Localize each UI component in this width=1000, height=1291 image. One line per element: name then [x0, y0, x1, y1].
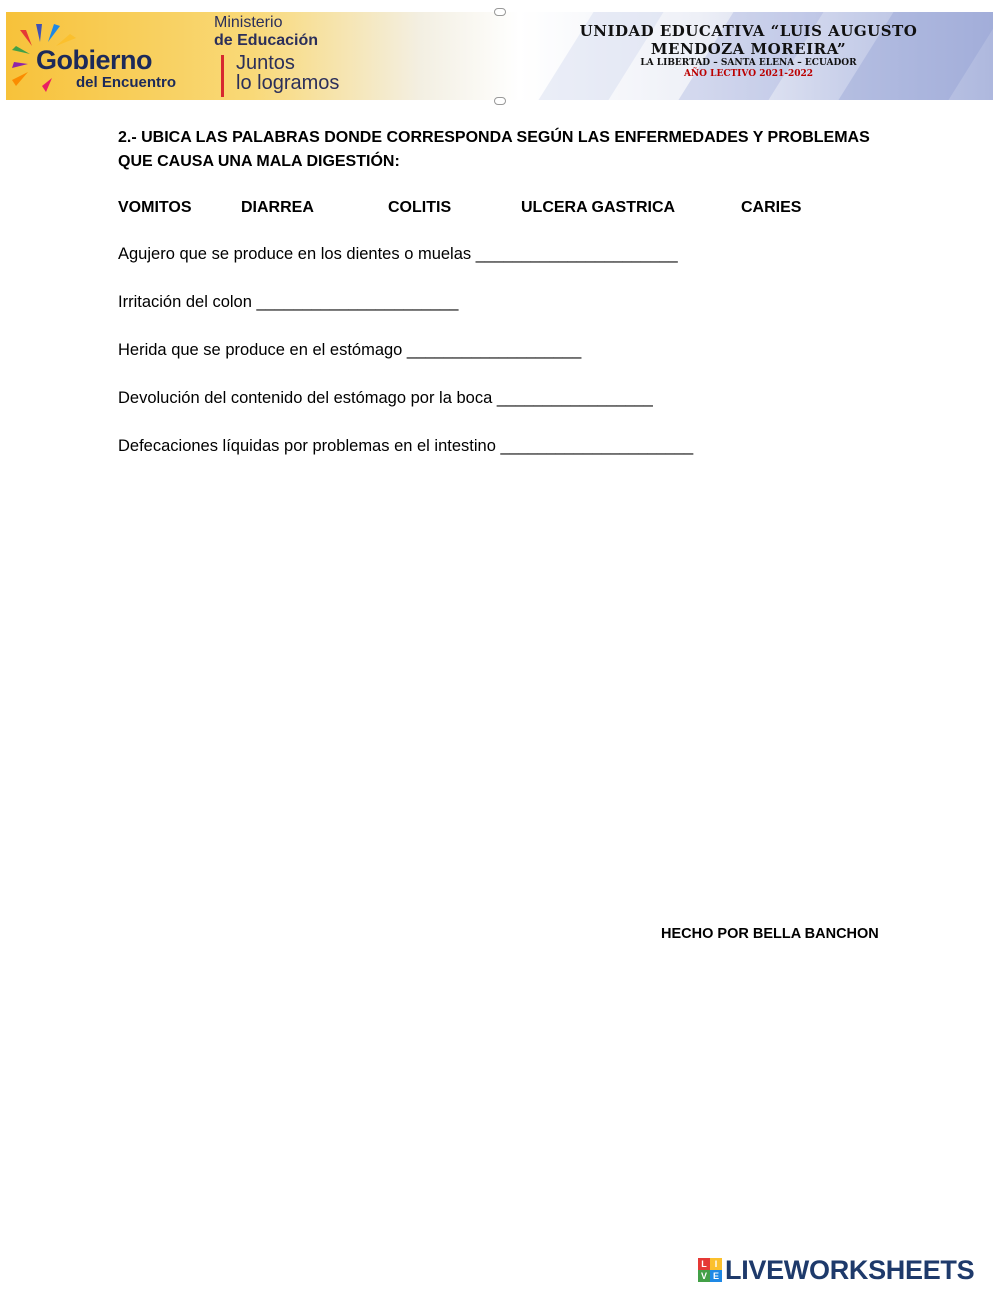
- logo-letter: V: [698, 1270, 710, 1282]
- question-item[interactable]: Devolución del contenido del estómago por la boca _________________: [118, 389, 653, 407]
- slogan-line1: Juntos: [236, 52, 295, 74]
- header-banner: [6, 12, 993, 100]
- question-item[interactable]: Agujero que se produce en los dientes o muelas ______________________: [118, 245, 678, 263]
- author-credit: HECHO POR BELLA BANCHON: [661, 926, 879, 942]
- logo-letter: I: [710, 1258, 722, 1270]
- word-bank-item[interactable]: VOMITOS: [118, 199, 192, 216]
- liveworksheets-brand[interactable]: [698, 1255, 974, 1285]
- word-bank-item[interactable]: COLITIS: [388, 199, 452, 216]
- school-location: LA LIBERTAD – SANTA ELENA – ECUADOR: [640, 58, 857, 68]
- exercise-heading-line1: 2.- UBICA LAS PALABRAS DONDE CORRESPONDA SEGÚN LAS ENFERMEDADES Y PROBLEMAS: [118, 129, 870, 146]
- liveworksheets-logo-icon: [698, 1258, 722, 1282]
- exercise-section: [118, 126, 888, 223]
- logo-letter: L: [698, 1258, 710, 1270]
- word-bank: [118, 199, 888, 223]
- binder-hole-icon: [494, 97, 506, 105]
- school-year: AÑO LECTIVO 2021-2022: [683, 69, 814, 79]
- school-name-line1: UNIDAD EDUCATIVA “LUIS AUGUSTO: [579, 22, 918, 40]
- school-name-line2: MENDOZA MOREIRA”: [650, 40, 847, 58]
- word-bank-item[interactable]: ULCERA GASTRICA: [521, 199, 676, 216]
- slogan-line2: lo logramos: [236, 72, 340, 94]
- gov-logo-word: Gobierno: [36, 45, 152, 75]
- liveworksheets-wordmark: LIVEWORKSHEETS: [725, 1254, 975, 1285]
- question-item[interactable]: Irritación del colon ______________________: [118, 293, 459, 311]
- logo-letter: E: [710, 1270, 722, 1282]
- binder-hole-icon: [494, 8, 506, 16]
- school-header: [506, 22, 991, 80]
- ministry-line2: de Educación: [214, 32, 319, 49]
- gov-logo-sub: del Encuentro: [76, 74, 177, 91]
- word-bank-item[interactable]: CARIES: [741, 199, 802, 216]
- question-item[interactable]: Defecaciones líquidas por problemas en el intestino _____________________: [118, 437, 694, 455]
- ministry-divider: [221, 55, 224, 97]
- ministry-line1: Ministerio: [214, 14, 283, 31]
- question-item[interactable]: Herida que se produce en el estómago ___________________: [118, 341, 582, 359]
- word-bank-item[interactable]: DIARREA: [241, 199, 314, 216]
- exercise-heading-line2: QUE CAUSA UNA MALA DIGESTIÓN:: [118, 153, 400, 170]
